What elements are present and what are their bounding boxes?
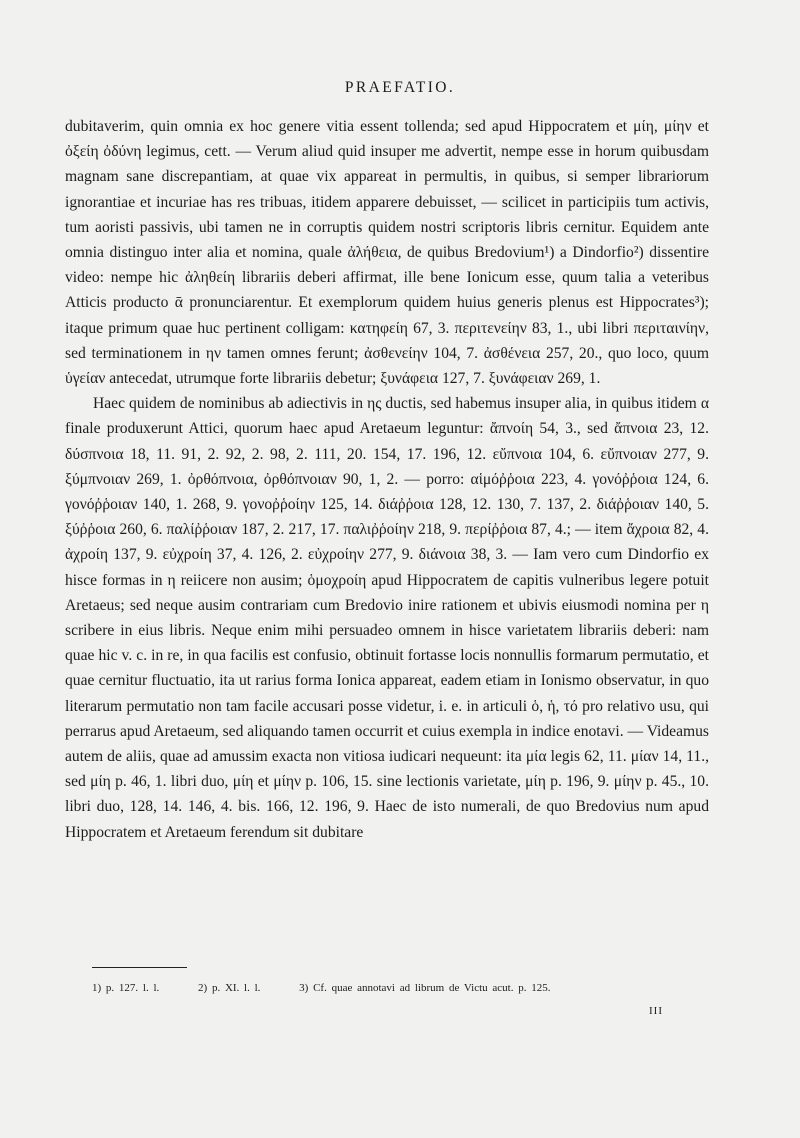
page-number: III <box>649 1005 663 1017</box>
footnote-rule <box>92 967 187 968</box>
paragraph: Haec quidem de nominibus ab adiectivis in ης ductis, sed habemus insuper alia, in quibus itidem α finale produxerunt Attici, quorum haec apud Aretaeum leguntur: ἄπνοίη 54, 3., sed ἄπνοια 23, 12. δύσπνοια 18, 11. 91, 2. 92, 2. 98, 2. 111, 20. 154, 17. 196, 12. εὔπνοια 104, 6. εὔπνοιαν 277, 9. ξύμπνοιαν 269, 1. ὀρθόπνοια, ὀρθόπνοιαν 90, 1, 2. — porro: αἱμόῤῥοια 223, 4. γονόῤῥοια 124, 6. γονόῤῥοιαν 140, 1. 268, 9. γονοῤῥοίην 125, 14. διάῤῥοια 128, 12. 130, 7. 137, 2. διάῤῥοιαν 140, 5. ξύῤῥοια 260, 6. παλίῤῥοιαν 187, 2. 217, 17. παλιῤῥοίην 218, 9. περίῤῥοια 87, 4.; — item ἄχροια 82, 4. ἀχροίη 137, 9. εὐχροίη 37, 4. 126, 2. εὐχροίην 277, 9. διάνοια 38, 3. — Iam vero cum Dindorfio ex hisce formas in η reiicere non ausim; ὁμοχροίη apud Hippocratem de capitis vulneribus legere potuit Aretaeus; sed neque ausim contrariam cum Bredovio inire rationem et ubivis eiusmodi nomina per η scribere in eius libris. Neque enim mihi persuadeo omnem in hisce varietatem librariis deberi: nam quae hic v. c. in re, in qua facilis est confusio, obtinuit fortasse locis nonnullis formarum permutatio, et quae cernitur fluctuatio, ita ut rarius forma Ionica appareat, eadem etiam in Ionismo observatur, in quo literarum permutatio non tam facile accusari posse videtur, i. e. in articuli ὁ, ἡ, τό pro relativo usu, qui perrarus apud Aretaeum, sed aliquando tamen occurrit et cuius exempla in indice enotavi. — Videamus autem de aliis, quae ad amussim exacta non vitiosa iudicari nequeunt: ita μία legis 62, 11. μίαν 14, 11., sed μίη p. 46, 1. libri duo, μίη et μίην p. 106, 15. sine lectionis varietate, μίη p. 196, 9. μίην p. 45., 10. libri duo, 128, 14. 146, 4. bis. 166, 12. 196, 9. Haec de isto numerali, de quo Bredovius num apud Hippocratem et Aretaeum ferendum sit dubitare <box>65 395 709 841</box>
paragraph: dubitaverim, quin omnia ex hoc genere vitia essent tollenda; sed apud Hippocratem et μίη, μίην et ὀξείη ὀδύνη legimus, cett. — Verum aliud quid insuper me advertit, nempe esse in horum quibusdam magnam sane discrepantiam, at quae vix appareat in permultis, in quibus, si semper librariorum ignorantiae et incuriae has res tribuas, itidem apparere debuisset, — scilicet in participiis tum activis, tum aoristi passivis, ubi tamen ne in corruptis quidem nostri scriptoris libris cernitur. Equidem ante omnia distinguo inter alia et nomina, quale ἀλήθεια, de quibus Bredovium¹) a Dindorfio²) dissentire video: nempe hic ἀληθείη librariis deberi affirmat, ille bene Ionicum esse, quum talia a veteribus Atticis producto ᾱ pronunciarentur. Et exemplorum quidem huius generis plenus est Hippocrates³); itaque primum quae huc pertinent colligam: κατηφείη 67, 3. περιτενείην 83, 1., ubi libri περιταινίην, sed terminationem in ην tamen omnes ferunt; ἀσθενείην 104, 7. ἀσθένεια 257, 20., quo loco, quum ὑγείαν antecedat, utrumque forte librariis debetur; ξυνάφεια 127, 7. ξυνάφειαν 269, 1. <box>65 118 709 388</box>
footnote: 2) p. XI. l. l. <box>198 982 261 994</box>
running-head: PRAEFATIO. <box>344 79 456 96</box>
footnote: 3) Cf. quae annotavi ad librum de Victu acut. p. 125. <box>299 982 551 994</box>
footnote: 1) p. 127. l. l. <box>92 982 160 994</box>
footnotes <box>92 982 712 994</box>
main-text <box>65 114 709 845</box>
